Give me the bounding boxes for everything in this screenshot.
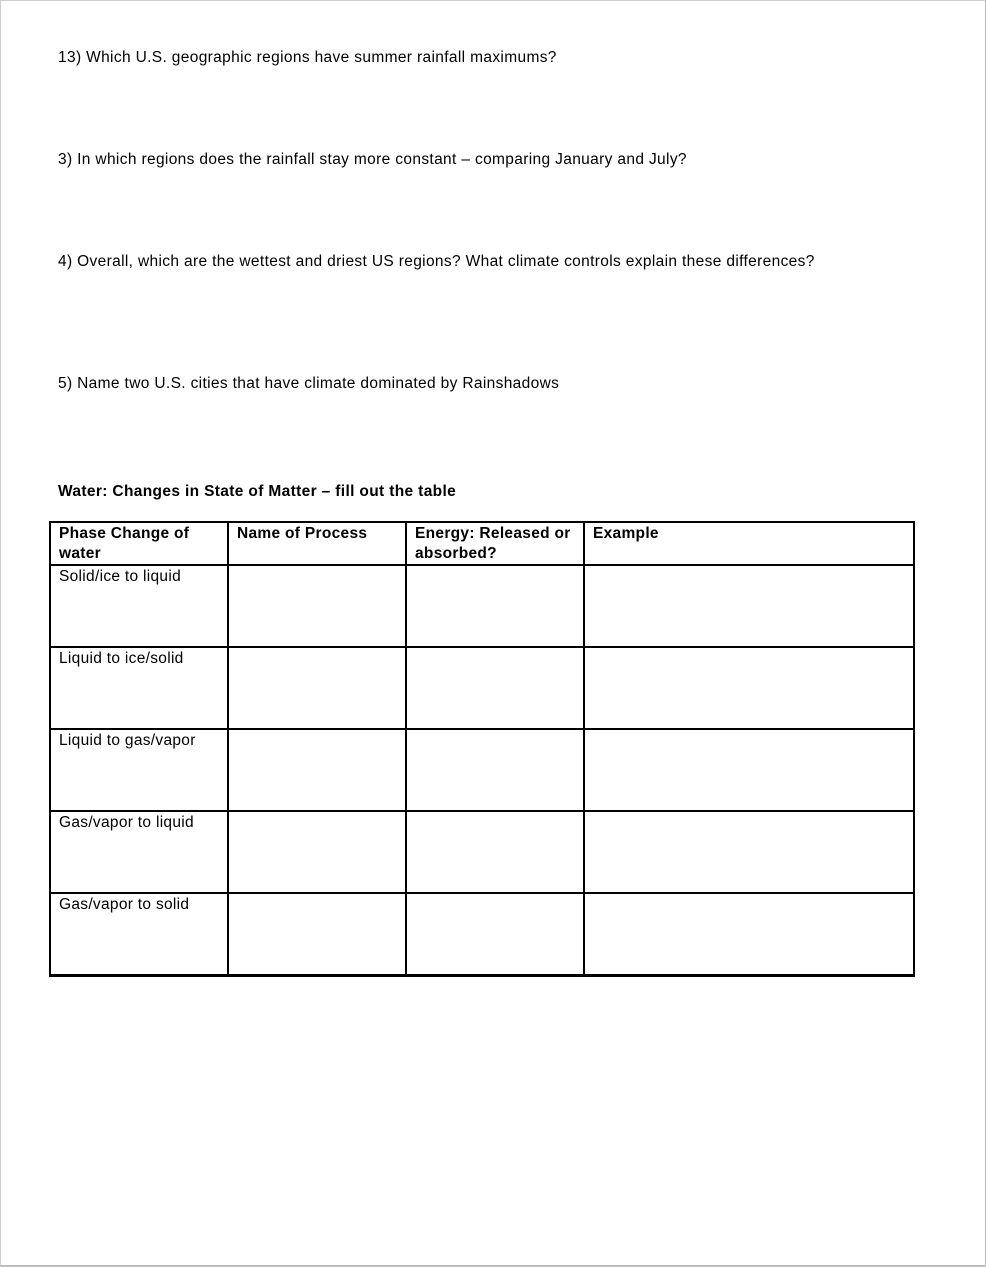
row-label: Liquid to gas/vapor (50, 729, 228, 811)
example-cell[interactable] (584, 729, 914, 811)
energy-cell[interactable] (406, 565, 584, 647)
row-label: Solid/ice to liquid (50, 565, 228, 647)
process-cell[interactable] (228, 729, 406, 811)
row-label: Gas/vapor to solid (50, 893, 228, 976)
process-cell[interactable] (228, 647, 406, 729)
table-row (50, 893, 914, 976)
process-cell[interactable] (228, 893, 406, 976)
energy-cell[interactable] (406, 647, 584, 729)
table-row (50, 647, 914, 729)
energy-cell[interactable] (406, 893, 584, 976)
header-name-of-process: Name of Process (228, 522, 406, 565)
process-cell[interactable] (228, 811, 406, 893)
header-example: Example (584, 522, 914, 565)
example-cell[interactable] (584, 893, 914, 976)
table-row (50, 565, 914, 647)
question-4: 4) Overall, which are the wettest and driest US regions? What climate controls explain these differences? (58, 253, 815, 270)
question-3: 3) In which regions does the rainfall stay more constant – comparing January and July? (58, 151, 687, 168)
table-header-row (50, 522, 914, 565)
table-row (50, 729, 914, 811)
table-row (50, 811, 914, 893)
example-cell[interactable] (584, 565, 914, 647)
process-cell[interactable] (228, 565, 406, 647)
row-label: Liquid to ice/solid (50, 647, 228, 729)
energy-cell[interactable] (406, 811, 584, 893)
example-cell[interactable] (584, 647, 914, 729)
energy-cell[interactable] (406, 729, 584, 811)
phase-change-table (49, 521, 915, 977)
question-5: 5) Name two U.S. cities that have climate dominated by Rainshadows (58, 375, 560, 392)
table-heading: Water: Changes in State of Matter – fill out the table (58, 483, 457, 500)
question-13: 13) Which U.S. geographic regions have summer rainfall maximums? (58, 49, 557, 66)
header-phase-change: Phase Change of water (50, 522, 228, 565)
row-label: Gas/vapor to liquid (50, 811, 228, 893)
header-energy: Energy: Released or absorbed? (406, 522, 584, 565)
example-cell[interactable] (584, 811, 914, 893)
